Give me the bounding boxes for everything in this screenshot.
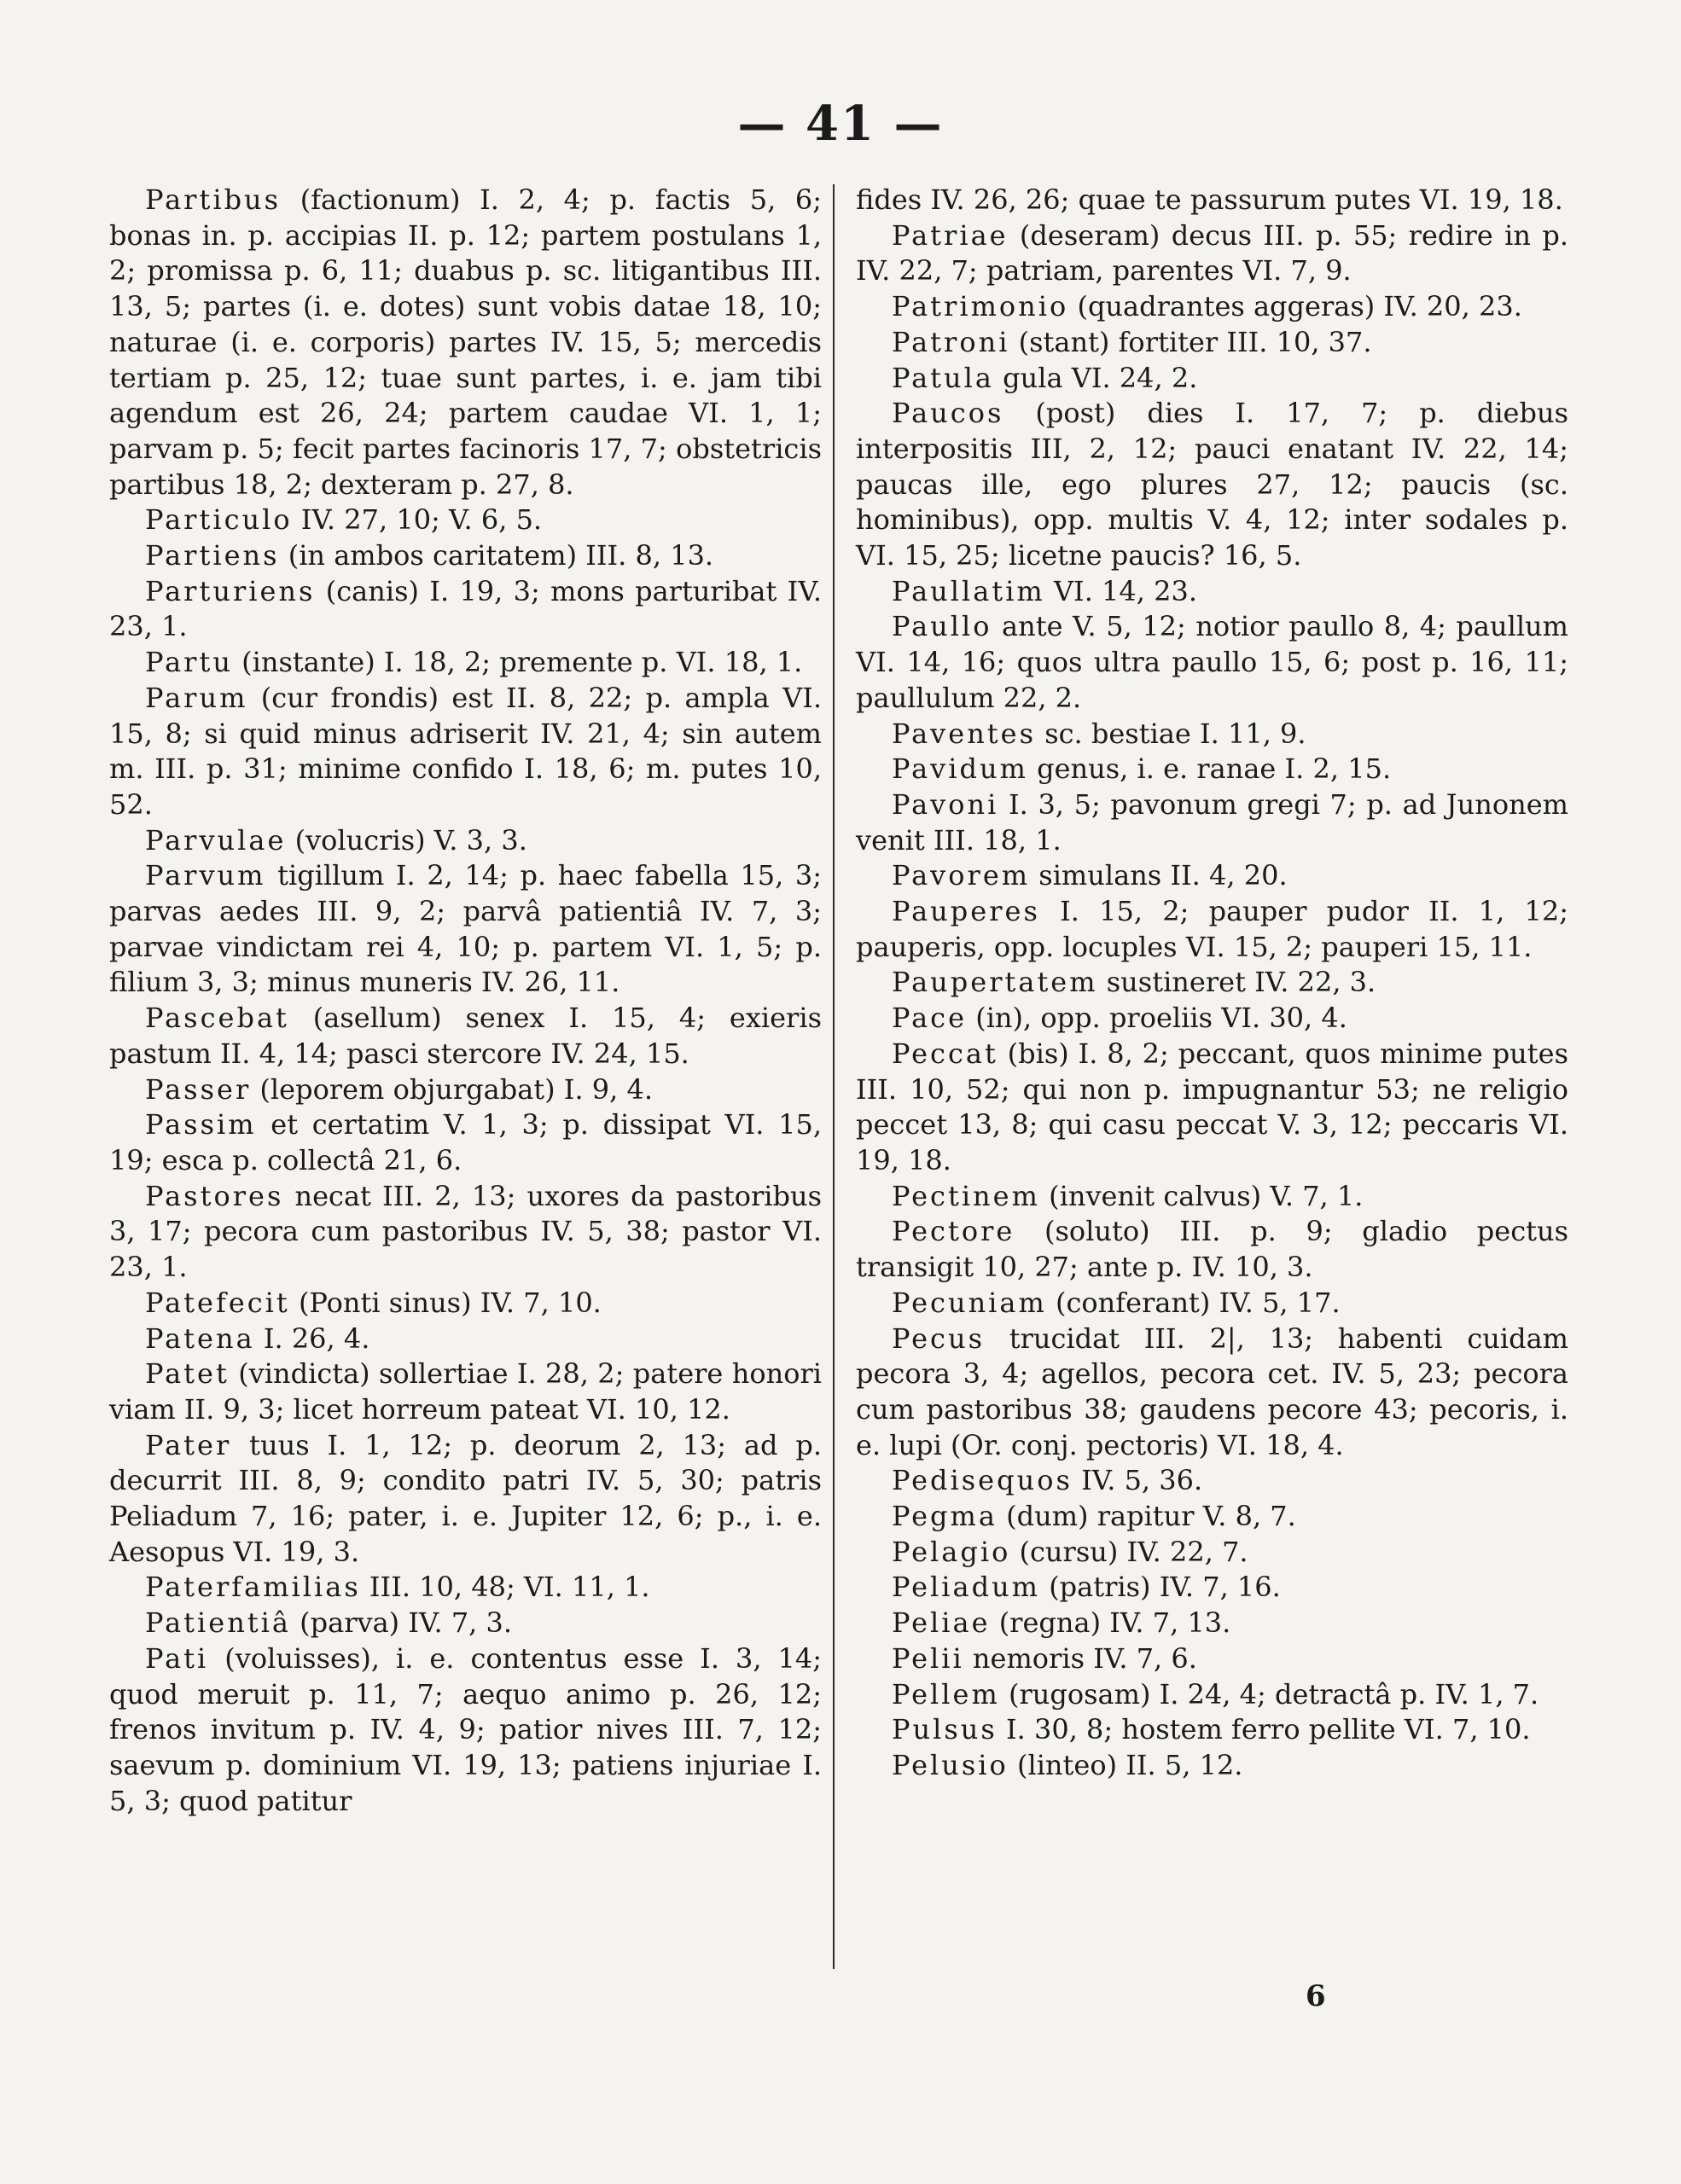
index-entry bbox=[109, 502, 822, 538]
index-entry bbox=[109, 681, 822, 823]
entry-text: (bis) I. 8, 2; peccant, quos minime putes III. 10, 52; qui non p. impugnantur 53; ne religio peccet 13, 8; qui casu peccat V. 3, 12; peccaris VI. 19, 18. bbox=[856, 1037, 1569, 1176]
entry-text: (post) dies I. 17, 7; p. diebus interpositis III, 2, 12; pauci enatant IV. 22, 14; paucas ille, ego plures 27, 12; paucis (sc. hominibus), opp. multis V. 4, 12; inter sodales p. VI. 15, 25; licetne paucis? 16, 5. bbox=[856, 397, 1569, 572]
entry-headword: Pegma bbox=[892, 1500, 998, 1533]
entry-headword: Patet bbox=[145, 1357, 230, 1391]
entry-headword: Passer bbox=[145, 1072, 252, 1106]
entry-headword: Paucos bbox=[892, 397, 1004, 430]
entry-headword: Partu bbox=[145, 646, 233, 679]
index-entry bbox=[109, 1179, 822, 1286]
entry-text: genus, i. e. ranae I. 2, 15. bbox=[1037, 752, 1392, 786]
left-column bbox=[109, 183, 822, 1819]
entry-headword: Parturiens bbox=[145, 574, 316, 607]
entry-headword: Patena bbox=[145, 1321, 255, 1355]
entry-text: III. 10, 48; VI. 11, 1. bbox=[369, 1571, 650, 1604]
entry-text: (quadrantes aggeras) IV. 20, 23. bbox=[1077, 290, 1522, 323]
entry-text: (deseram) decus III. p. 55; redire in p. IV. 22, 7; patriam, parentes VI. 7, 9. bbox=[856, 218, 1569, 288]
index-entry bbox=[856, 858, 1568, 894]
entry-headword: Pastores bbox=[145, 1179, 284, 1212]
entry-text: tigillum I. 2, 14; p. haec fabella 15, 3; parvas aedes III. 9, 2; parvâ patientiâ IV. 7, 3; parvae vindictam rei 4, 10; p. partem VI. 1, 5; p. filium 3, 3; minus muneris IV. 26, 11. bbox=[109, 859, 823, 999]
column-divider bbox=[833, 184, 835, 1969]
entry-headword: Pecus bbox=[892, 1321, 985, 1355]
index-entry bbox=[109, 1641, 822, 1820]
entry-headword: Paullatim bbox=[892, 574, 1045, 607]
index-entry bbox=[109, 1001, 822, 1072]
entry-headword: Pavorem bbox=[892, 859, 1031, 892]
signature-mark: 6 bbox=[1306, 1979, 1326, 2013]
entry-text: VI. 14, 23. bbox=[1053, 574, 1197, 607]
entry-text: (cursu) IV. 22, 7. bbox=[1019, 1535, 1248, 1568]
index-entry bbox=[856, 965, 1568, 1001]
entry-text: IV. 5, 36. bbox=[1081, 1464, 1203, 1497]
index-entry bbox=[109, 645, 822, 681]
entry-text: (parva) IV. 7, 3. bbox=[300, 1606, 513, 1640]
entry-headword: Patrimonio bbox=[892, 290, 1069, 323]
entry-text: (factionum) I. 2, 4; p. factis 5, 6; bonas in. p. accipias II. p. 12; partem postulans 1, 2; promissa p. 6, 11; duabus p. sc. litigantibus III. 13, 5; partes (i. e. dotes) sunt vobis datae 18, 10; naturae (i. e. corporis) partes IV. 15, 5; mercedis tertiam p. 25, 12; tuae sunt partes, i. e. jam tibi agendum est 26, 24; partem caudae VI. 1, 1; parvam p. 5; fecit partes facinoris 17, 7; obstetricis partibus 18, 2; dexteram p. 27, 8. bbox=[109, 183, 823, 501]
index-entry bbox=[856, 1499, 1568, 1535]
index-entry bbox=[856, 1748, 1568, 1784]
entry-headword: Passim bbox=[145, 1108, 257, 1141]
entry-headword: Pavoni bbox=[892, 787, 999, 821]
entry-text: tuus I. 1, 12; p. deorum 2, 13; ad p. decurrit III. 8, 9; condito patri IV. 5, 30; patris Peliadum 7, 16; pater, i. e. Jupiter 12, 6; p., i. e. Aesopus VI. 19, 3. bbox=[109, 1428, 823, 1568]
entry-headword: Pellem bbox=[892, 1677, 1000, 1711]
entry-headword: Particulo bbox=[145, 503, 293, 537]
index-entry bbox=[109, 183, 822, 502]
index-entry bbox=[856, 574, 1568, 610]
index-entry bbox=[856, 787, 1568, 858]
entry-headword: Parvulae bbox=[145, 823, 287, 857]
entry-headword: Peliadum bbox=[892, 1571, 1041, 1604]
index-entry bbox=[856, 1712, 1568, 1748]
entry-text: (in), opp. proeliis VI. 30, 4. bbox=[975, 1002, 1347, 1035]
index-entry bbox=[856, 325, 1568, 361]
index-entry bbox=[109, 1286, 822, 1321]
entry-text: gula VI. 24, 2. bbox=[1003, 361, 1198, 394]
entry-text: I. 30, 8; hostem ferro pellite VI. 7, 10. bbox=[1006, 1713, 1531, 1746]
entry-headword: Pectinem bbox=[892, 1179, 1040, 1212]
entry-headword: Pectore bbox=[892, 1215, 1015, 1248]
index-entry bbox=[109, 1107, 822, 1178]
entry-headword: Patefecit bbox=[145, 1286, 290, 1319]
index-entry bbox=[856, 1463, 1568, 1499]
entry-text: (asellum) senex I. 15, 4; exieris pastum II. 4, 14; pasci stercore IV. 24, 15. bbox=[109, 1002, 823, 1070]
right-column bbox=[856, 183, 1568, 1819]
index-entry bbox=[856, 609, 1568, 716]
entry-headword: Pati bbox=[145, 1641, 209, 1675]
entry-text: et certatim V. 1, 3; p. dissipat VI. 15, 19; esca p. collectâ 21, 6. bbox=[109, 1108, 823, 1176]
entry-headword: Partiens bbox=[145, 539, 280, 572]
index-entry bbox=[856, 361, 1568, 397]
index-entry bbox=[856, 1286, 1568, 1321]
entry-text: trucidat III. 2|, 13; habenti cuidam pecora 3, 4; agellos, pecora cet. IV. 5, 23; pecora cum pastoribus 38; gaudens pecore 43; pecoris, i. e. lupi (Or. conj. pectoris) VI. 18, 4. bbox=[856, 1321, 1569, 1461]
index-entry bbox=[856, 1037, 1568, 1179]
index-entry bbox=[109, 823, 822, 859]
entry-text: (linteo) II. 5, 12. bbox=[1016, 1748, 1243, 1781]
entry-text: fides IV. 26, 26; quae te passurum putes VI. 19, 18. bbox=[856, 183, 1563, 216]
index-entry bbox=[109, 858, 822, 1001]
entry-text: (regna) IV. 7, 13. bbox=[998, 1606, 1231, 1640]
entry-text: (leporem objurgabat) I. 9, 4. bbox=[259, 1072, 654, 1106]
index-entry bbox=[856, 218, 1568, 289]
index-entry bbox=[856, 1570, 1568, 1606]
index-entry bbox=[109, 1321, 822, 1357]
entry-headword: Patroni bbox=[892, 325, 1010, 358]
entry-headword: Pavidum bbox=[892, 752, 1028, 786]
index-entry bbox=[109, 574, 822, 645]
entry-text: (patris) IV. 7, 16. bbox=[1049, 1571, 1281, 1604]
entry-headword: Paventes bbox=[892, 717, 1037, 750]
entry-headword: Peliae bbox=[892, 1606, 991, 1640]
entry-text: IV. 27, 10; V. 6, 5. bbox=[300, 503, 543, 537]
entry-headword: Paullo bbox=[892, 610, 992, 643]
index-entry bbox=[109, 1570, 822, 1606]
entry-headword: Pulsus bbox=[892, 1713, 998, 1746]
entry-text: ante V. 5, 12; notior paullo 8, 4; paullum VI. 14, 16; quos ultra paullo 15, 6; post p. 16, 11; paullulum 22, 2. bbox=[856, 610, 1569, 714]
entry-text: (rugosam) I. 24, 4; detractâ p. IV. 1, 7. bbox=[1008, 1677, 1539, 1711]
entry-headword: Pauperes bbox=[892, 895, 1040, 928]
index-entry bbox=[856, 1677, 1568, 1713]
entry-headword: Pedisequos bbox=[892, 1464, 1073, 1497]
entry-headword: Peccat bbox=[892, 1037, 998, 1070]
entry-headword: Paupertatem bbox=[892, 966, 1098, 999]
entry-headword: Patientiâ bbox=[145, 1606, 291, 1640]
entry-text: (invenit calvus) V. 7, 1. bbox=[1049, 1179, 1364, 1212]
entry-headword: Patula bbox=[892, 361, 994, 394]
entry-text: (vindicta) sollertiae I. 28, 2; patere honori viam II. 9, 3; licet horreum pateat VI. 10, 12. bbox=[109, 1357, 823, 1426]
entry-headword: Patriae bbox=[892, 218, 1009, 252]
entry-headword: Pelusio bbox=[892, 1748, 1009, 1781]
index-entry bbox=[856, 289, 1568, 325]
index-columns bbox=[109, 183, 1568, 1819]
entry-headword: Partibus bbox=[145, 183, 282, 216]
entry-text: (voluisses), i. e. contentus esse I. 3, 14; quod meruit p. 11, 7; aequo animo p. 26, 12; frenos invitum p. IV. 4, 9; patior nives III. 7, 12; saevum p. dominium VI. 19, 13; patiens injuriae I. 5, 3; quod patitur bbox=[109, 1641, 823, 1817]
entry-headword: Pater bbox=[145, 1428, 232, 1461]
entry-text: I. 15, 2; pauper pudor II. 1, 12; pauperis, opp. locuples VI. 15, 2; pauperi 15, 11. bbox=[856, 895, 1569, 963]
index-entry bbox=[856, 1214, 1568, 1285]
entry-headword: Paterfamilias bbox=[145, 1571, 361, 1604]
entry-headword: Pascebat bbox=[145, 1002, 289, 1035]
entry-text: sustineret IV. 22, 3. bbox=[1106, 966, 1376, 999]
entry-text: (Ponti sinus) IV. 7, 10. bbox=[298, 1286, 602, 1319]
index-entry bbox=[856, 717, 1568, 752]
entry-headword: Pecuniam bbox=[892, 1286, 1047, 1319]
index-entry bbox=[109, 1606, 822, 1641]
index-entry bbox=[856, 752, 1568, 787]
entry-text: (conferant) IV. 5, 17. bbox=[1056, 1286, 1341, 1319]
index-entry bbox=[856, 1001, 1568, 1037]
index-entry bbox=[856, 1535, 1568, 1571]
index-entry bbox=[109, 1072, 822, 1108]
index-entry bbox=[109, 1428, 822, 1571]
index-entry bbox=[109, 1356, 822, 1427]
entry-text: (cur frondis) est II. 8, 22; p. ampla VI. 15, 8; si quid minus adriserit IV. 21, 4; sin autem m. III. p. 31; minime confido I. 18, 6; m. putes 10, 52. bbox=[109, 681, 823, 821]
entry-text: (soluto) III. p. 9; gladio pectus transigit 10, 27; ante p. IV. 10, 3. bbox=[856, 1215, 1569, 1284]
entry-headword: Pelagio bbox=[892, 1535, 1011, 1568]
index-entry bbox=[856, 1321, 1568, 1464]
entry-text: (volucris) V. 3, 3. bbox=[294, 823, 527, 857]
index-entry bbox=[856, 396, 1568, 574]
index-entry bbox=[856, 183, 1568, 218]
entry-text: (canis) I. 19, 3; mons parturibat IV. 23, 1. bbox=[109, 574, 823, 643]
entry-headword: Parvum bbox=[145, 859, 266, 892]
entry-text: sc. bestiae I. 11, 9. bbox=[1044, 717, 1306, 750]
index-entry bbox=[856, 1179, 1568, 1215]
entry-headword: Pelii bbox=[892, 1641, 964, 1675]
index-entry bbox=[856, 1606, 1568, 1641]
index-entry bbox=[856, 894, 1568, 965]
entry-text: (stant) fortiter III. 10, 37. bbox=[1018, 325, 1372, 358]
entry-headword: Pace bbox=[892, 1002, 968, 1035]
entry-text: I. 26, 4. bbox=[263, 1321, 370, 1355]
entry-text: (instante) I. 18, 2; premente p. VI. 18, 1. bbox=[241, 646, 803, 679]
entry-text: I. 3, 5; pavonum gregi 7; p. ad Junonem venit III. 18, 1. bbox=[856, 787, 1569, 857]
entry-text: necat III. 2, 13; uxores da pastoribus 3, 17; pecora cum pastoribus IV. 5, 38; pastor VI. 23, 1. bbox=[109, 1179, 823, 1284]
entry-headword: Parum bbox=[145, 681, 248, 714]
entry-text: (dum) rapitur V. 8, 7. bbox=[1006, 1500, 1296, 1533]
index-entry bbox=[109, 538, 822, 574]
page-number: — 41 — bbox=[737, 96, 944, 152]
entry-text: simulans II. 4, 20. bbox=[1038, 859, 1288, 892]
entry-text: nemoris IV. 7, 6. bbox=[972, 1641, 1197, 1675]
index-entry bbox=[856, 1641, 1568, 1677]
entry-text: (in ambos caritatem) III. 8, 13. bbox=[288, 539, 714, 572]
